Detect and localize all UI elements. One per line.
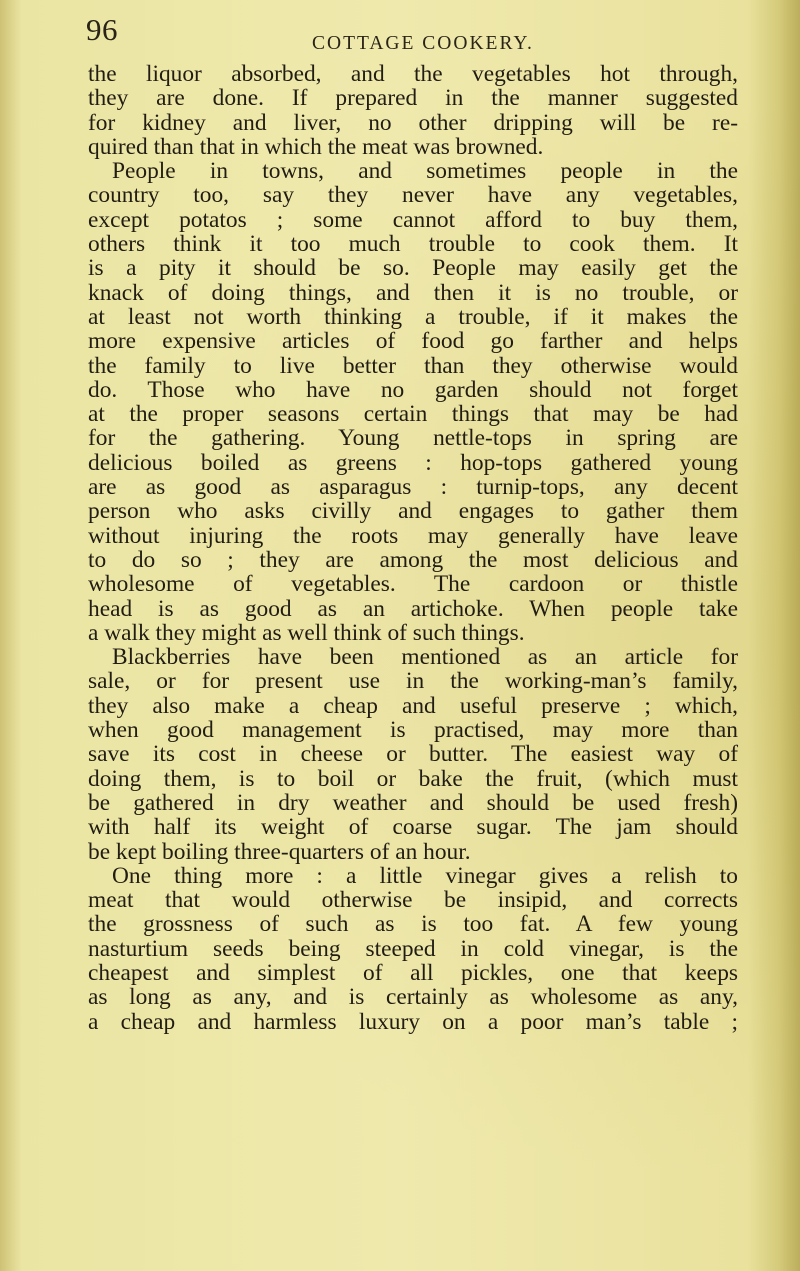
text-line: wholesome of vegetables. The cardoon or thistle — [88, 571, 738, 598]
text-line: for kidney and liver, no other dripping will be re- — [88, 109, 738, 136]
text-line: People in towns, and sometimes people in the — [112, 158, 738, 185]
text-line: is a pity it should be so. People may easily get the — [88, 255, 738, 282]
text-line: country too, say they never have any vegetables, — [88, 182, 738, 209]
text-line: do. Those who have no garden should not forget — [88, 376, 738, 403]
text-line: at the proper seasons certain things that may be had — [88, 401, 738, 428]
text-line: be gathered in dry weather and should be used fresh) — [88, 789, 738, 816]
text-line: meat that would otherwise be insipid, and corrects — [88, 887, 738, 914]
text-line: more expensive articles of food go farther and helps — [88, 328, 738, 355]
text-line: One thing more : a little vinegar gives a relish to — [112, 862, 738, 889]
text-line: they are done. If prepared in the manner suggested — [88, 85, 738, 112]
text-line: the family to live better than they otherwise would — [88, 352, 738, 379]
text-line: doing them, is to boil or bake the fruit, (which must — [88, 765, 738, 792]
text-line: at least not worth thinking a trouble, if it makes the — [88, 303, 738, 330]
text-line: head is as good as an artichoke. When people take — [88, 595, 738, 622]
text-line: cheapest and simplest of all pickles, one that keeps — [88, 959, 738, 986]
text-line: others think it too much trouble to cook them. It — [88, 231, 738, 258]
text-line: nasturtium seeds being steeped in cold vinegar, is the — [88, 935, 738, 962]
text-line: quired than that in which the meat was browned. — [88, 133, 544, 160]
text-line: to do so ; they are among the most delicious and — [88, 546, 738, 573]
text-line: Blackberries have been mentioned as an article for — [112, 644, 738, 671]
page-gutter-shadow — [0, 0, 22, 1271]
text-line: sale, or for present use in the working-man’s family, — [88, 668, 738, 695]
text-line: with half its weight of coarse sugar. The jam should — [88, 814, 738, 841]
text-line: are as good as asparagus : turnip-tops, any decent — [88, 474, 738, 501]
text-line: the grossness of such as is too fat. A few young — [88, 911, 738, 938]
text-line: be kept boiling three-quarters of an hour. — [88, 838, 471, 865]
page-number: 96 — [86, 12, 118, 47]
text-line: knack of doing things, and then it is no trouble, or — [88, 279, 738, 306]
body-text — [88, 62, 738, 1034]
text-line: a cheap and harmless luxury on a poor man’s table ; — [88, 1008, 738, 1035]
text-line: for the gathering. Young nettle-tops in spring are — [88, 425, 738, 452]
text-line: when good management is practised, may more than — [88, 717, 738, 744]
paragraph — [88, 62, 738, 159]
paragraph — [88, 645, 738, 864]
page-header — [86, 12, 726, 60]
text-line: as long as any, and is certainly as wholesome as any, — [88, 984, 738, 1011]
text-line: the liquor absorbed, and the vegetables hot through, — [88, 61, 738, 87]
text-line: they also make a cheap and useful preserve ; which, — [88, 692, 738, 719]
paragraph — [88, 864, 738, 1034]
paragraph — [88, 159, 738, 645]
text-line: save its cost in cheese or butter. The easiest way of — [88, 741, 738, 768]
page-edge-shadow — [748, 0, 800, 1271]
text-line: person who asks civilly and engages to gather them — [88, 498, 738, 525]
text-line: except potatos ; some cannot afford to buy them, — [88, 206, 738, 233]
running-head: COTTAGE COOKERY. — [312, 33, 534, 54]
text-line: delicious boiled as greens : hop-tops gathered young — [88, 449, 738, 476]
text-line: a walk they might as well think of such things. — [88, 619, 525, 646]
text-line: without injuring the roots may generally have leave — [88, 522, 738, 549]
